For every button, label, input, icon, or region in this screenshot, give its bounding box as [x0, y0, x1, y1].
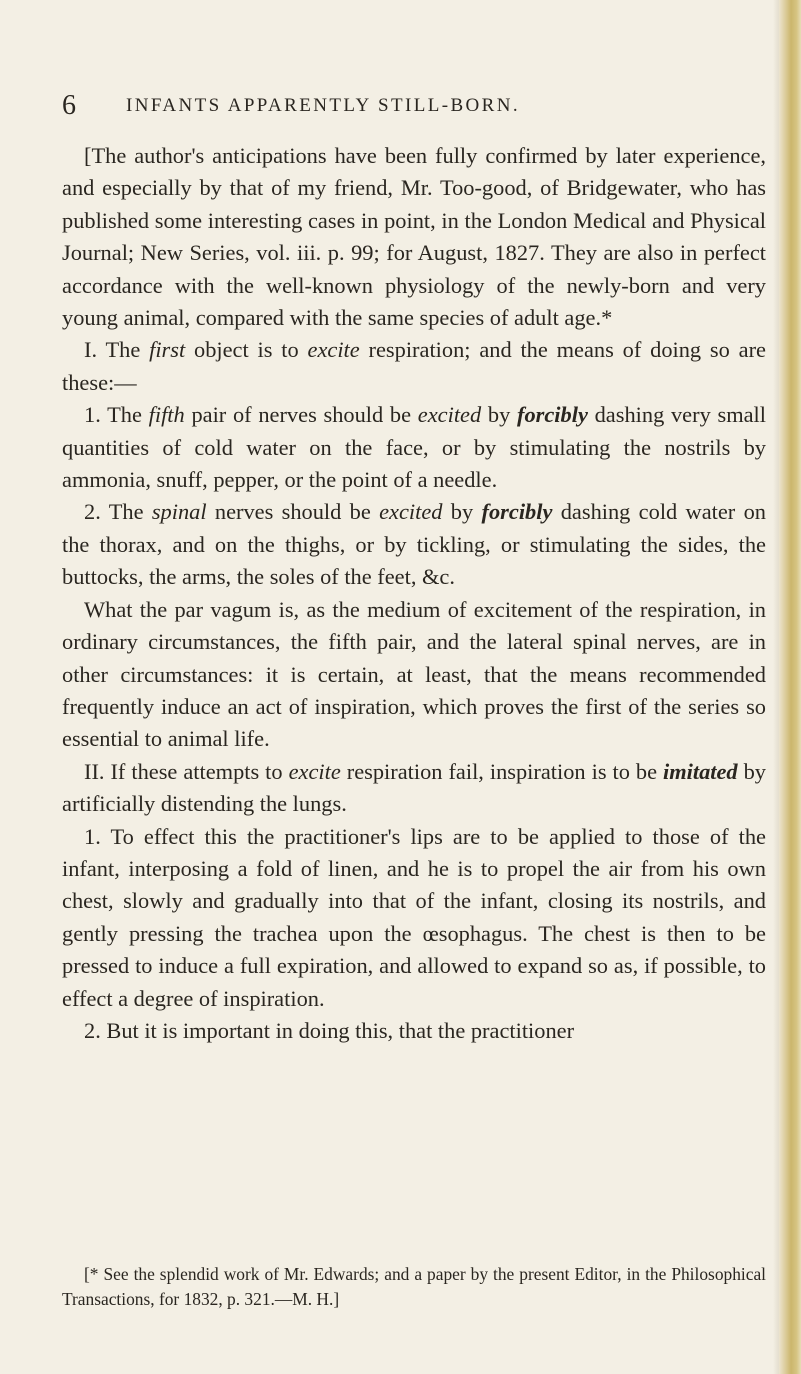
- emphasis-spinal: spinal: [151, 499, 207, 525]
- paragraph-important: 2. But it is important in doing this, that the practitioner: [84, 1017, 575, 1043]
- text-run: by artificially distending the lungs.: [62, 758, 767, 817]
- running-head: INFANTS APPARENTLY STILL-BORN.: [126, 95, 521, 116]
- emphasis-first: first: [149, 337, 186, 363]
- text-run: dashing very small quantities of cold water on the face, or by stimulating the nostrils by ammonia, snuff, pepper, or the point of a needle.: [62, 402, 766, 493]
- text-run: object is to: [185, 337, 308, 363]
- text-run: dashing cold water on the thorax, and on the thighs, or by tickling, or stimulating the sides, the buttocks, the arms, the soles of the feet, &c.: [62, 499, 766, 590]
- paragraph-par-vagum: What the par vagum is, as the medium of excitement of the respiration, in ordinary circumstances, the fifth pair, and the lateral spinal nerves, are in other circumstances: it is certain, at least, that the means recommended frequently induce an act of inspiration, which proves the first of the series so essential to animal life.: [62, 596, 766, 752]
- emphasis-forcibly: forcibly: [481, 499, 553, 525]
- paragraph-editor-note: [The author's anticipations have been fully confirmed by later experience, and especially by that of my friend, Mr. Too-good, of Bridgewater, who has published some interesting cases in point, in the London Medical and Physical Journal; New Series, vol. iii. p. 99; for August, 1827. They are also in perfect accordance with the well-known physiology of the newly-born and very young animal, compared with the same species of adult age.*: [62, 143, 766, 331]
- text-run: by: [481, 402, 517, 428]
- paragraph-spinal-nerves: [62, 496, 766, 593]
- paragraph-first-object: [62, 334, 766, 399]
- emphasis-excite: excite: [288, 758, 341, 784]
- page-number: 6: [62, 90, 76, 121]
- text-run: nerves should be: [206, 499, 380, 525]
- paragraph-imitate-inspiration: [62, 756, 766, 821]
- emphasis-excited: excited: [417, 402, 482, 428]
- paragraph-practitioner-lips: 1. To effect this the practitioner's lips are to be applied to those of the infant, interposing a fold of linen, and he is to propel the air from his own chest, slowly and gradually into that of the infant, closing its nostrils, and gently pressing the trachea upon the œsophagus. The chest is then to be pressed to induce a full expiration, and allowed to expand so as, if possible, to effect a degree of inspiration.: [62, 823, 766, 1011]
- emphasis-fifth: fifth: [148, 402, 185, 428]
- text-run: respiration; and the means of doing so are these:—: [62, 337, 766, 395]
- text-run: respiration fail, inspiration is to be: [340, 758, 663, 784]
- text-run: II. If these attempts to: [84, 758, 289, 784]
- page-edge: [779, 0, 801, 1374]
- emphasis-excite: excite: [307, 337, 360, 363]
- emphasis-forcibly: forcibly: [517, 402, 588, 428]
- text-run: I. The: [84, 337, 150, 363]
- footnote-text: [* See the splendid work of Mr. Edwards; and a paper by the present Editor, in the Philosophical Transactions, for 1832, p. 321.—M. H.]: [62, 1264, 766, 1309]
- emphasis-imitated: imitated: [663, 758, 738, 784]
- text-run: by: [442, 499, 482, 525]
- emphasis-excited: excited: [379, 499, 443, 525]
- paragraph-fifth-pair: [62, 399, 766, 496]
- page-header: [62, 86, 762, 126]
- text-run: pair of nerves should be: [184, 402, 418, 428]
- footnote: [62, 1262, 766, 1312]
- text-run: 2. The: [84, 499, 152, 525]
- body-text: [62, 140, 766, 1047]
- text-run: 1. The: [84, 402, 149, 428]
